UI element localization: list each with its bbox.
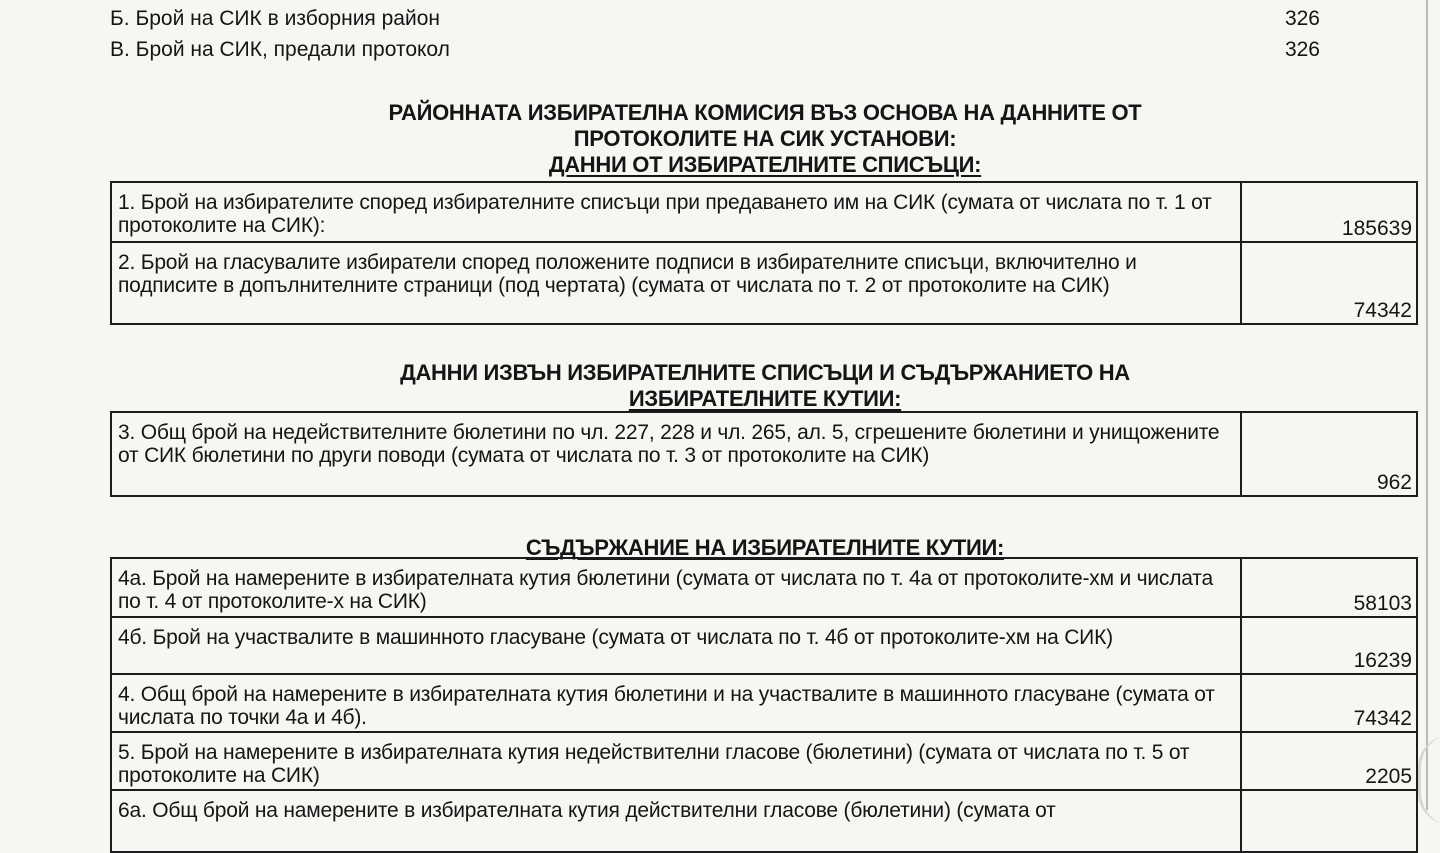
table-row (112, 183, 1416, 241)
row-value: 2205 (1365, 765, 1412, 788)
heading-line: РАЙОННАТА ИЗБИРАТЕЛНА КОМИСИЯ ВЪЗ ОСНОВА НА ДАННИТЕ ОТ (388, 100, 1142, 125)
row-value: 16239 (1353, 649, 1412, 672)
row-description: 2. Брой на гласувалите избиратели според положените подписи в избирателните списъци, включително и подписите в допълнителните страници (под чертата) (сумата от числата по т. 2 от протоколите на СИК) (112, 243, 1242, 323)
summary-value: 326 (1284, 38, 1320, 61)
row-description: 6а. Общ брой на намерените в избирателната кутия действителни гласове (бюлетини) (сумата от (112, 791, 1242, 851)
heading-line: ДАННИ ИЗВЪН ИЗБИРАТЕЛНИТЕ СПИСЪЦИ И СЪДЪРЖАНИЕТО НА (400, 360, 1130, 385)
summary-label: В. Брой на СИК, предали протокол (110, 38, 450, 61)
row-value: 185639 (1341, 217, 1412, 240)
section-heading-outside (0, 360, 1440, 412)
table-row (112, 731, 1416, 789)
row-description: 5. Брой на намерените в избирателната кутия недействителни гласове (бюлетини) (сумата от числата по т. 5 от протоколите на СИК) (112, 733, 1242, 789)
voter-lists-table (110, 181, 1418, 325)
row-description: 4а. Брой на намерените в избирателната кутия бюлетини (сумата от числата по т. 4а от протоколите-хм и числата по т. 4 от протоколите-х на СИК) (112, 559, 1242, 616)
table-row (112, 241, 1416, 323)
table-row (112, 559, 1416, 616)
summary-row-b (110, 4, 1320, 34)
row-description: 4б. Брой на участвалите в машинното гласуване (сумата от числата по т. 4б от протоколите-хм на СИК) (112, 618, 1242, 673)
summary-row-v (110, 35, 1320, 65)
scan-artifact (1418, 735, 1440, 825)
heading-line: ДАННИ ОТ ИЗБИРАТЕЛНИТЕ СПИСЪЦИ: (548, 152, 982, 177)
row-value: 962 (1376, 471, 1412, 494)
row-value (1242, 791, 1416, 851)
ballot-box-contents-table (110, 557, 1418, 853)
heading-line: ИЗБИРАТЕЛНИТЕ КУТИИ: (628, 386, 902, 411)
row-value: 74342 (1353, 299, 1412, 322)
invalid-ballots-table (110, 411, 1418, 497)
table-row (112, 673, 1416, 731)
table-row (112, 413, 1416, 495)
row-description: 4. Общ брой на намерените в избирателната кутия бюлетини и на участвалите в машинното гласуване (сумата от числата по точки 4а и 4б). (112, 675, 1242, 731)
heading-line: ПРОТОКОЛИТЕ НА СИК УСТАНОВИ: (573, 126, 957, 151)
row-description: 3. Общ брой на недействителните бюлетини по чл. 227, 228 и чл. 265, ал. 5, сгрешените бюлетини и унищожените от СИК бюлетини по други поводи (сумата от числата по т. 3 от протоколите на СИК) (112, 413, 1242, 495)
row-value: 58103 (1353, 592, 1412, 615)
table-row (112, 616, 1416, 673)
row-value: 74342 (1353, 707, 1412, 730)
table-row (112, 789, 1416, 851)
row-description: 1. Брой на избирателите според избирателните списъци при предаването им на СИК (сумата от числата по т. 1 от протоколите на СИК): (112, 183, 1242, 241)
section-heading-main (0, 100, 1440, 178)
heading-line: СЪДЪРЖАНИЕ НА ИЗБИРАТЕЛНИТЕ КУТИИ: (525, 535, 1005, 560)
summary-label: Б. Брой на СИК в изборния район (110, 7, 440, 30)
summary-value: 326 (1284, 7, 1320, 30)
